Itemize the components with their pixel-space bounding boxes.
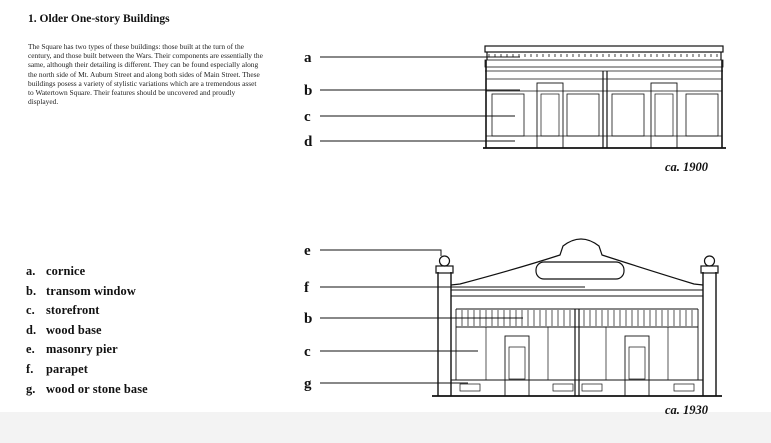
callout-b: b <box>304 311 313 327</box>
intro-paragraph: The Square has two types of these buildings: those built at the turn of the century, and those built between the Wars. Their components are essentially the same, although their detailing is different. They can be found especially along the north side of Mt. Auburn Street and along both sides of Main Street. These buildings posess a variety of stylistic variations which are a tremendous asset to Watertown Square. Their features should be uncovered and proudly displayed. <box>28 42 263 107</box>
legend-letter: a. <box>26 264 36 278</box>
legend-text: cornice <box>46 264 86 278</box>
callout-d: d <box>304 134 313 150</box>
legend-text: wood base <box>46 322 102 337</box>
caption-1930: ca. 1930 <box>665 403 709 417</box>
callout-labels-1900 <box>304 50 313 150</box>
legend-letter: c. <box>26 303 35 318</box>
legend-letter: g. <box>26 381 36 396</box>
legend-text: wood or stone base <box>46 381 148 396</box>
callout-labels-1930 <box>304 243 312 392</box>
legend-letter: d. <box>26 322 37 337</box>
cornice-dentils-1900 <box>489 54 717 57</box>
legend-text: transom window <box>46 283 136 298</box>
legend-letter: e. <box>26 342 35 357</box>
legend-letter: b. <box>26 283 37 298</box>
facade-drawing-1900 <box>304 46 726 174</box>
callout-a: a <box>304 50 312 66</box>
legend-text: storefront <box>46 303 100 318</box>
section-heading: 1. Older One-story Buildings <box>28 13 170 25</box>
callout-f: f <box>304 280 309 296</box>
callout-c: c <box>304 109 311 125</box>
facade-drawing-1930 <box>304 239 722 417</box>
legend-text: parapet <box>46 361 88 376</box>
callout-b: b <box>304 83 313 99</box>
callout-c: c <box>304 344 311 360</box>
legend-text: masonry pier <box>46 342 118 357</box>
legend-letter: f. <box>26 361 34 376</box>
callout-e: e <box>304 243 311 259</box>
caption-1900: ca. 1900 <box>665 160 709 174</box>
leader-lines-1900 <box>320 57 520 141</box>
callout-g: g <box>304 376 312 392</box>
facade-1900-outline <box>483 46 726 148</box>
